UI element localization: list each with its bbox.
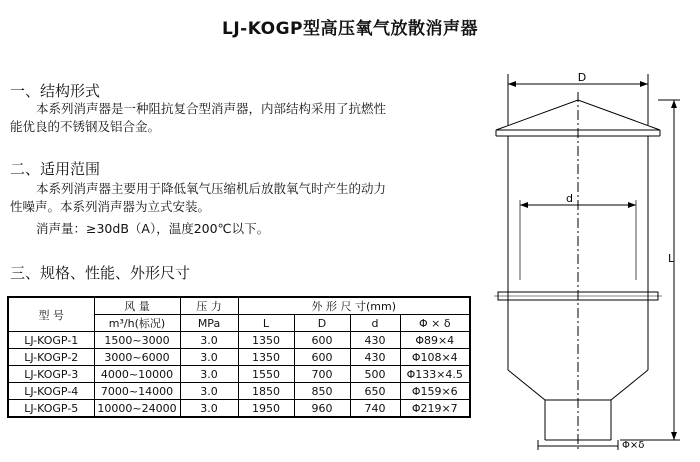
cell-model: LJ-KOGP-3 bbox=[8, 366, 94, 383]
label-d: d bbox=[566, 192, 573, 205]
header-L: L bbox=[238, 315, 294, 332]
cell-flow: 7000~14000 bbox=[94, 383, 180, 400]
application-line-1: 本系列消声器主要用于降低氧气压缩机后放散氧气时产生的动力 bbox=[36, 181, 387, 196]
cell-d: 430 bbox=[350, 332, 400, 349]
cell-flow: 3000~6000 bbox=[94, 349, 180, 366]
cell-d: 500 bbox=[350, 366, 400, 383]
cell-phi: Φ89×4 bbox=[400, 332, 470, 349]
table-row bbox=[8, 383, 470, 400]
cell-pressure: 3.0 bbox=[180, 332, 238, 349]
cell-L: 1950 bbox=[238, 400, 294, 418]
cell-D: 960 bbox=[294, 400, 350, 418]
section-heading-specs: 三、规格、性能、外形尺寸 bbox=[10, 264, 191, 282]
cell-pressure: 3.0 bbox=[180, 400, 238, 418]
header-flow: 风 量 bbox=[94, 297, 180, 315]
cell-flow: 4000~10000 bbox=[94, 366, 180, 383]
cell-d: 430 bbox=[350, 349, 400, 366]
cell-d: 650 bbox=[350, 383, 400, 400]
label-D: D bbox=[577, 71, 587, 84]
header-D: D bbox=[294, 315, 350, 332]
table-row bbox=[8, 349, 470, 366]
cell-pressure: 3.0 bbox=[180, 383, 238, 400]
cell-flow: 10000~24000 bbox=[94, 400, 180, 418]
header-flow-unit: m³/h(标况) bbox=[94, 315, 180, 332]
cell-phi: Φ133×4.5 bbox=[400, 366, 470, 383]
cell-D: 600 bbox=[294, 332, 350, 349]
cell-L: 1850 bbox=[238, 383, 294, 400]
label-phi: Φ×δ bbox=[622, 440, 645, 451]
header-model: 型 号 bbox=[8, 297, 94, 332]
header-pressure: 压 力 bbox=[180, 297, 238, 315]
cell-flow: 1500~3000 bbox=[94, 332, 180, 349]
header-phi: Φ × δ bbox=[400, 315, 470, 332]
structure-line-1: 本系列消声器是一种阻抗复合型消声器，内部结构采用了抗燃性 bbox=[36, 101, 387, 116]
cell-model: LJ-KOGP-5 bbox=[8, 400, 94, 418]
page-title: LJ-KOGP型高压氧气放散消声器 bbox=[222, 19, 478, 39]
cell-model: LJ-KOGP-1 bbox=[8, 332, 94, 349]
header-dimensions: 外 形 尺 寸(mm) bbox=[238, 297, 470, 315]
cell-L: 1550 bbox=[238, 366, 294, 383]
cell-model: LJ-KOGP-2 bbox=[8, 349, 94, 366]
section-heading-application: 二、适用范围 bbox=[10, 160, 101, 178]
silencer-drawing bbox=[490, 70, 690, 455]
cell-pressure: 3.0 bbox=[180, 366, 238, 383]
spec-table bbox=[7, 296, 471, 418]
table-row bbox=[8, 332, 470, 349]
label-L: L bbox=[668, 252, 675, 265]
cell-L: 1350 bbox=[238, 349, 294, 366]
cell-phi: Φ219×7 bbox=[400, 400, 470, 418]
cell-phi: Φ159×6 bbox=[400, 383, 470, 400]
cell-L: 1350 bbox=[238, 332, 294, 349]
application-line-3: 消声量：≥30dB（A），温度200℃以下。 bbox=[36, 221, 270, 236]
cell-D: 700 bbox=[294, 366, 350, 383]
structure-line-2: 能优良的不锈钢及铝合金。 bbox=[10, 119, 161, 134]
section-structure-text bbox=[10, 100, 500, 136]
cell-D: 600 bbox=[294, 349, 350, 366]
header-d: d bbox=[350, 315, 400, 332]
section-heading-structure: 一、结构形式 bbox=[10, 82, 101, 100]
section-application-text bbox=[10, 180, 500, 238]
cell-pressure: 3.0 bbox=[180, 349, 238, 366]
cell-phi: Φ108×4 bbox=[400, 349, 470, 366]
cell-D: 850 bbox=[294, 383, 350, 400]
cell-d: 740 bbox=[350, 400, 400, 418]
application-line-2: 性噪声。本系列消声器为立式安装。 bbox=[10, 199, 211, 214]
table-row bbox=[8, 400, 470, 418]
cell-model: LJ-KOGP-4 bbox=[8, 383, 94, 400]
table-row bbox=[8, 366, 470, 383]
header-pressure-unit: MPa bbox=[180, 315, 238, 332]
